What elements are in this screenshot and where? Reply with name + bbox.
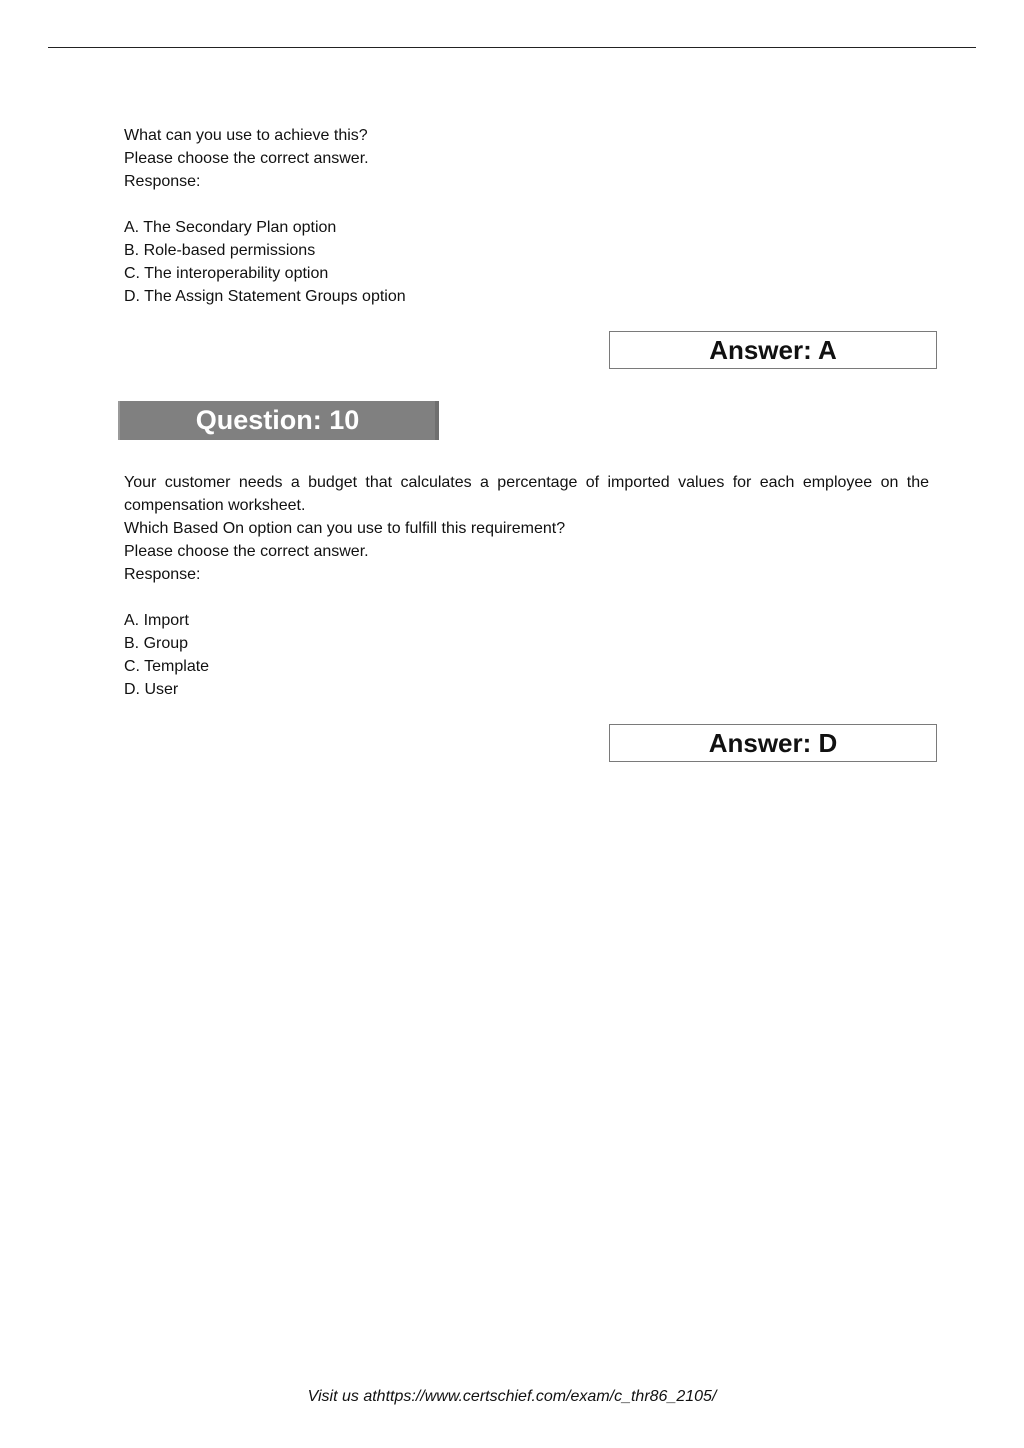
option-a: A. Import [124, 612, 189, 629]
option-a: A. The Secondary Plan option [124, 219, 337, 236]
option-b: B. Role-based permissions [124, 242, 316, 259]
response-label: Response: [124, 566, 201, 583]
question-text [124, 471, 929, 701]
option-c: C. Template [124, 658, 210, 675]
header-divider [48, 47, 976, 48]
answer-box: Answer: A [609, 331, 937, 369]
answer-box: Answer: D [609, 724, 937, 762]
prompt-line: What can you use to achieve this? [124, 127, 368, 144]
response-label: Response: [124, 173, 201, 190]
question-body: Your customer needs a budget that calculates a percentage of imported values for each employee on the compensation worksheet. [124, 474, 929, 514]
instruction-line: Please choose the correct answer. [124, 150, 369, 167]
option-c: C. The interoperability option [124, 265, 329, 282]
prompt-line: Which Based On option can you use to fulfill this requirement? [124, 520, 566, 537]
option-b: B. Group [124, 635, 189, 652]
option-d: D. User [124, 681, 179, 698]
option-d: D. The Assign Statement Groups option [124, 288, 406, 305]
footer-link[interactable]: Visit us athttps://www.certschief.com/exam/c_thr86_2105/ [307, 1388, 717, 1405]
previous-question-text [124, 124, 929, 308]
question-heading: Question: 10 [118, 401, 439, 440]
instruction-line: Please choose the correct answer. [124, 543, 369, 560]
